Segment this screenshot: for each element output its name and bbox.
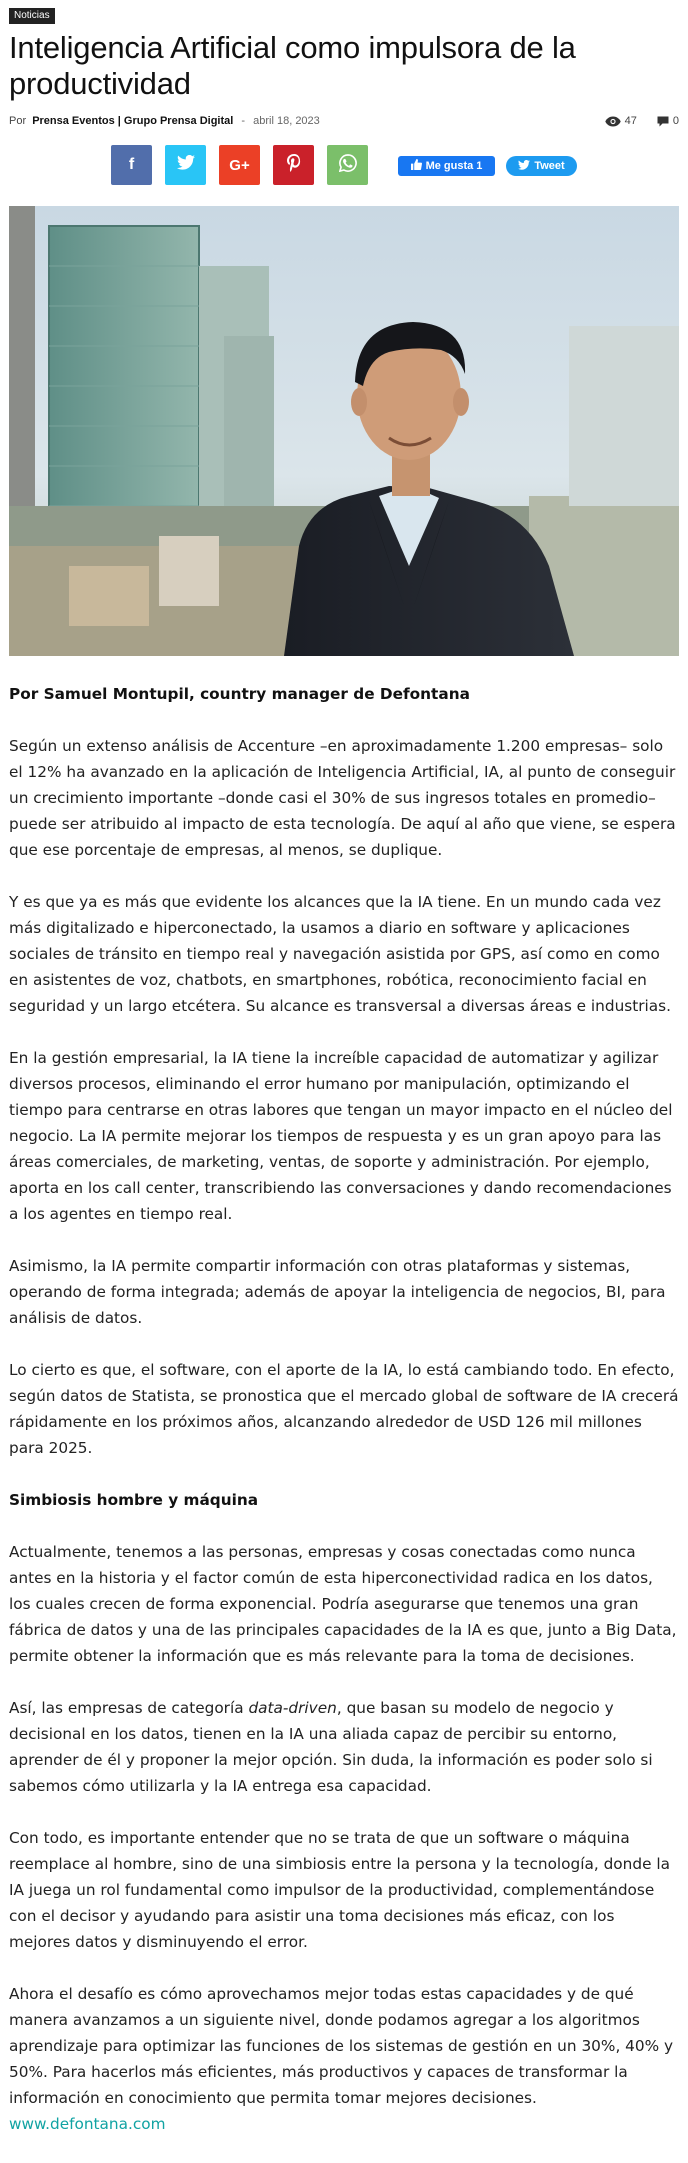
share-pinterest-button[interactable] <box>273 145 314 185</box>
paragraph: Y es que ya es más que evidente los alcances que la IA tiene. En un mundo cada vez más digitalizado e hiperconectado, la usamos a diario en software y aplicaciones sociales de tránsito en tiempo real y navegación asistida por GPS, así como en como en asistentes de voz, chatbots, en smartphones, robótica, reconocimiento facial en seguridad y un largo etcétera. Su alcance es transversal a diversas áreas e industrias. <box>9 893 671 1015</box>
paragraph <box>9 1981 679 2137</box>
section-heading: Simbiosis hombre y máquina <box>9 1491 259 1509</box>
italic-term: data-driven <box>248 1699 337 1717</box>
eye-icon <box>605 116 621 127</box>
author-link[interactable]: Prensa Eventos | Grupo Prensa Digital <box>32 115 234 127</box>
category-badge[interactable]: Noticias <box>9 8 55 24</box>
featured-image <box>9 206 679 656</box>
share-twitter-button[interactable] <box>165 145 206 185</box>
paragraph: Asimismo, la IA permite compartir información con otras plataformas y sistemas, operando de forma integrada; además de apoyar la inteligencia de negocios, BI, para análisis de datos. <box>9 1257 666 1327</box>
view-count: 47 <box>624 115 637 127</box>
by-label: Por <box>9 115 27 127</box>
facebook-like-button[interactable] <box>398 156 495 176</box>
share-facebook-button[interactable] <box>111 145 152 185</box>
paragraph: Actualmente, tenemos a las personas, empresas y cosas conectadas como nunca antes en la historia y el factor común de esta hiperconectividad radica en los datos, los cuales crecen de forma exponencial. Podría asegurarse que tenemos una gran fábrica de datos y una de las principales capacidades de la IA es que, junto a Big Data, permite obtener la información que es más relevante para la toma de decisiones. <box>9 1543 677 1665</box>
defontana-link[interactable]: www.defontana.com <box>9 2115 166 2133</box>
paragraph <box>9 1695 679 1799</box>
share-whatsapp-button[interactable] <box>327 145 368 185</box>
page-title: Inteligencia Artificial como impulsora de la productividad <box>9 30 576 101</box>
paragraph: Según un extenso análisis de Accenture –en aproximadamente 1.200 empresas– solo el 12% ha avanzado en la aplicación de Inteligencia Artificial, IA, al punto de conseguir un crecimiento importante –donde casi el 30% de sus ingresos totales en promedio– puede ser atribuido al impacto de esta tecnología. De aquí al año que viene, se espera que ese porcentaje de empresas, al menos, se duplique. <box>9 737 676 859</box>
meta-separator: - <box>241 115 246 127</box>
comment-count[interactable]: 0 <box>672 115 679 127</box>
paragraph: Lo cierto es que, el software, con el aporte de la IA, lo está cambiando todo. En efecto, según datos de Statista, se pronostica que el mercado global de software de IA crecerá rápidamente en los próximos años, alcanzando alrededor de USD 126 mil millones para 2025. <box>9 1361 679 1457</box>
post-stats <box>605 113 679 129</box>
googleplus-icon: G+ <box>229 156 250 174</box>
comment-icon[interactable] <box>657 116 669 127</box>
paragraph: Con todo, es importante entender que no se trata de que un software o máquina reemplace al hombre, sino de una simbiosis entre la persona y la tecnología, donde la IA juega un rol fundamental como impulsor de la productividad, complementándose con el decisor y ayudando para asistir una toma decisiones más eficaz, con los mejores datos y disminuyendo el error. <box>9 1829 670 1951</box>
tweet-button[interactable] <box>506 156 577 176</box>
article-body <box>9 681 679 2163</box>
post-date: abril 18, 2023 <box>253 115 320 127</box>
tweet-label: Tweet <box>534 160 565 172</box>
like-label: Me gusta 1 <box>425 160 483 172</box>
paragraph: En la gestión empresarial, la IA tiene la increíble capacidad de automatizar y agilizar diversos procesos, eliminando el error humano por manipulación, optimizando el tiempo para centrarse en otras labores que tengan un mayor impacto en el núcleo del negocio. La IA permite mejorar los tiempos de respuesta y es un gran apoyo para las áreas comerciales, de marketing, ventas, de soporte y administración. Por ejemplo, aporta en los call center, transcribiendo las conversaciones y dando recomendaciones a los agentes en tiempo real. <box>9 1049 673 1223</box>
twitter-bird-icon <box>518 160 530 173</box>
post-meta <box>9 113 679 129</box>
share-googleplus-button[interactable] <box>219 145 260 185</box>
facebook-icon: f <box>128 156 135 173</box>
article-lead: Por Samuel Montupil, country manager de Defontana <box>9 685 470 703</box>
whatsapp-icon <box>339 154 357 177</box>
paragraph-text: , que basan su modelo de negocio y decisional en los datos, tienen en la IA una aliada capaz de percibir su entorno, aprender de él y proponer la mejor opción. Sin duda, la información es poder solo si sabemos cómo utilizarla y la IA entrega esa capacidad. <box>9 1699 653 1795</box>
pinterest-icon <box>287 154 301 177</box>
paragraph-text: Ahora el desafío es cómo aprovechamos mejor todas estas capacidades y de qué manera avanzamos a un siguiente nivel, donde podamos agregar a los algoritmos aprendizaje para optimizar las funciones de los sistemas de gestión en un 30%, 40% y 50%. Para hacerlos más eficientes, más productivos y capaces de transformar la información en conocimiento que permita tomar mejores decisiones. <box>9 1985 674 2107</box>
thumbs-up-icon <box>411 159 422 173</box>
share-buttons <box>111 145 368 185</box>
paragraph-text: Así, las empresas de categoría <box>9 1699 249 1717</box>
twitter-icon <box>177 155 195 175</box>
